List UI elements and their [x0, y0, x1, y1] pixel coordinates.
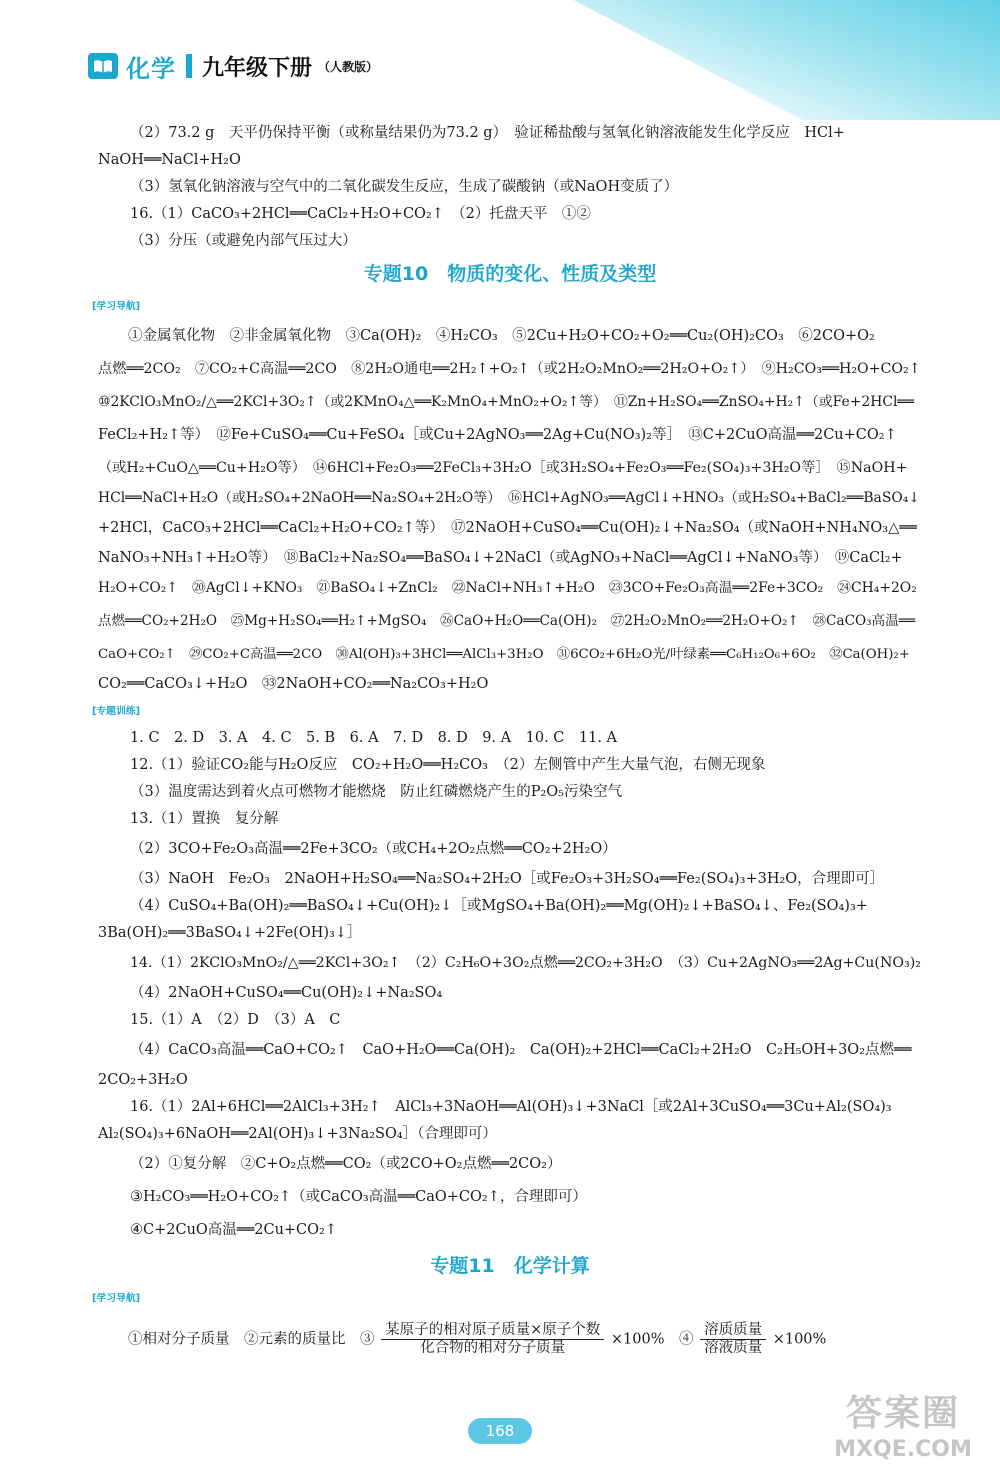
fraction-denominator: 溶液质量	[704, 1340, 763, 1356]
answer-line: 点燃══2CO₂ ⑦CO₂+C高温══2CO ⑧2H₂O通电══2H₂↑+O₂↑（或2H₂O₂MnO₂══2H₂O+O₂↑） ⑨H₂CO₃══H₂O+CO₂↑	[98, 361, 921, 377]
watermark	[818, 1392, 988, 1476]
watermark-text: 答案圈	[845, 1393, 960, 1434]
page-number-badge: 168	[468, 1418, 532, 1444]
multiplier: ×100% ④	[610, 1331, 694, 1348]
answer-line: H₂O+CO₂↑ ⑳AgCl↓+KNO₃ ㉑BaSO₄↓+ZnCl₂ ㉒NaCl+NH₃↑+H₂O ㉓3CO+Fe₂O₃高温══2Fe+3CO₂ ㉔CH₄+2O₂	[98, 580, 917, 596]
answer-line: （2）①复分解 ②C+O₂点燃══CO₂（或2CO+O₂点燃══2CO₂）	[130, 1156, 562, 1172]
answer-line: 点燃══CO₂+2H₂O ㉕Mg+H₂SO₄══H₂↑+MgSO₄ ㉖CaO+H₂O══Ca(OH)₂ ㉗2H₂O₂MnO₂══2H₂O+O₂↑ ㉘CaCO₃高温══	[98, 613, 916, 629]
answer-line: CaO+CO₂↑ ㉙CO₂+C高温══2CO ㉚Al(OH)₃+3HCl══AlCl₃+3H₂O ㉛6CO₂+6H₂O光/叶绿素══C₆H₁₂O₆+6O₂ ㉜Ca(OH)₂+	[98, 647, 910, 662]
subject-title: 化学	[126, 54, 176, 83]
section-title: 专题10 物质的变化、性质及类型	[363, 263, 657, 285]
answer-line: （3）氢氧化钠溶液与空气中的二氧化碳发生反应，生成了碳酸钠（或NaOH变质了）	[130, 179, 679, 195]
answer-line: （4）CuSO₄+Ba(OH)₂══BaSO₄↓+Cu(OH)₂↓［或MgSO₄+Ba(OH)₂══Mg(OH)₂↓+BaSO₄↓、Fe₂(SO₄)₃+	[130, 898, 868, 914]
answer-line: 15.（1）A （2）D （3）A C	[130, 1012, 341, 1028]
answer-line: 14.（1）2KClO₃MnO₂/△══2KCl+3O₂↑ （2）C₂H₆O+3O₂点燃══2CO₂+3H₂O （3）Cu+2AgNO₃══2Ag+Cu(NO₃)₂	[130, 955, 921, 971]
multiplier: ×100%	[772, 1331, 827, 1348]
answer-line: ①金属氧化物 ②非金属氧化物 ③Ca(OH)₂ ④H₂CO₃ ⑤2Cu+H₂O+CO₂+O₂══Cu₂(OH)₂CO₃ ⑥2CO+O₂	[128, 328, 875, 344]
answer-line: 13.（1）置换 复分解	[130, 811, 279, 827]
answer-line: （3）分压（或避免内部气压过大）	[130, 233, 357, 249]
answer-line: （2）3CO+Fe₂O₃高温══2Fe+3CO₂（或CH₄+2O₂点燃══CO₂+2H₂O）	[130, 841, 617, 857]
answer-line: Al₂(SO₄)₃+6NaOH══2Al(OH)₃↓+3Na₂SO₄］（合理即可）	[98, 1126, 497, 1142]
section-label: [学习导航]	[92, 1293, 141, 1304]
fraction-denominator: 化合物的相对分子质量	[420, 1340, 566, 1356]
answer-line: 16.（1）CaCO₃+2HCl══CaCl₂+H₂O+CO₂↑ （2）托盘天平 ①②	[130, 206, 591, 222]
header-decoration	[480, 0, 1000, 120]
fraction-solution-percent	[700, 1322, 766, 1357]
answer-line: （4）2NaOH+CuSO₄══Cu(OH)₂↓+Na₂SO₄	[130, 985, 443, 1001]
fraction-numerator: 某原子的相对原子质量×原子个数	[381, 1322, 604, 1340]
edition-label: （人教版）	[318, 59, 379, 74]
answer-line: 16.（1）2Al+6HCl══2AlCl₃+3H₂↑ AlCl₃+3NaOH══Al(OH)₃↓+3NaCl［或2Al+3CuSO₄══3Cu+Al₂(SO₄)₃	[130, 1099, 892, 1115]
section-label: [专题训练]	[92, 706, 141, 717]
answer-line: 2CO₂+3H₂O	[98, 1072, 188, 1088]
answer-line: （3）温度需达到着火点可燃物才能燃烧 防止红磷燃烧产生的P₂O₅污染空气	[130, 784, 622, 800]
watermark-url: MXQE.COM	[834, 1437, 972, 1462]
answer-lines	[92, 120, 922, 1312]
answer-line: NaOH══NaCl+H₂O	[98, 152, 241, 168]
answer-content	[92, 120, 922, 1357]
answer-line: NaNO₃+NH₃↑+H₂O等） ⑱BaCl₂+Na₂SO₄══BaSO₄↓+2NaCl（或AgNO₃+NaCl══AgCl↓+NaNO₃等） ⑲CaCl₂+	[98, 550, 903, 566]
answer-line: HCl══NaCl+H₂O（或H₂SO₄+2NaOH══Na₂SO₄+2H₂O等） ⑯HCl+AgNO₃══AgCl↓+HNO₃（或H₂SO₄+BaCl₂══BaSO₄↓	[98, 490, 920, 506]
answer-line: ⑩2KClO₃MnO₂/△══2KCl+3O₂↑（或2KMnO₄△══K₂MnO₄+MnO₂+O₂↑等） ⑪Zn+H₂SO₄══ZnSO₄+H₂↑（或Fe+2HCl══	[98, 394, 915, 410]
answer-line: +2HCl，CaCO₃+2HCl══CaCl₂+H₂O+CO₂↑等） ⑰2NaOH+CuSO₄══Cu(OH)₂↓+Na₂SO₄（或NaOH+NH₄NO₃△══	[98, 520, 917, 536]
grade-title: 九年级下册	[202, 55, 313, 81]
section-label: [学习导航]	[92, 301, 141, 312]
answer-line: 12.（1）验证CO₂能与H₂O反应 CO₂+H₂O══H₂CO₃ （2）左侧管中产生大量气泡，右侧无现象	[130, 757, 766, 773]
answer-line: CO₂══CaCO₃↓+H₂O ㉝2NaOH+CO₂══Na₂CO₃+H₂O	[98, 676, 489, 692]
answer-line: FeCl₂+H₂↑等） ⑫Fe+CuSO₄══Cu+FeSO₄［或Cu+2AgNO₃══2Ag+Cu(NO₃)₂等］ ⑬C+2CuO高温══2Cu+CO₂↑	[98, 427, 897, 443]
answer-line: ③H₂CO₃══H₂O+CO₂↑（或CaCO₃高温══CaO+CO₂↑，合理即可）	[130, 1189, 587, 1205]
fraction-numerator: 溶质质量	[700, 1322, 766, 1340]
section-title: 专题11 化学计算	[430, 1255, 590, 1277]
answer-line: （2）73.2 g 天平仍保持平衡（或称量结果仍为73.2 g） 验证稀盐酸与氢氧化钠溶液能发生化学反应 HCl+	[130, 125, 845, 141]
answer-line: ④C+2CuO高温══2Cu+CO₂↑	[130, 1222, 338, 1238]
answer-line: 1. C 2. D 3. A 4. C 5. B 6. A 7. D 8. D 9. A 10. C 11. A	[130, 730, 618, 746]
header-divider	[186, 54, 192, 78]
answer-line: （3）NaOH Fe₂O₃ 2NaOH+H₂SO₄══Na₂SO₄+2H₂O［或Fe₂O₃+3H₂SO₄══Fe₂(SO₄)₃+3H₂O，合理即可］	[130, 871, 885, 887]
formula-line	[98, 1322, 922, 1357]
answer-line: （或H₂+CuO△══Cu+H₂O等） ⑭6HCl+Fe₂O₃══2FeCl₃+3H₂O［或3H₂SO₄+Fe₂O₃══Fe₂(SO₄)₃+3H₂O等］ ⑮NaOH+	[98, 460, 908, 476]
formula-items: ①相对分子质量 ②元素的质量比 ③	[128, 1331, 375, 1348]
fraction-mass-percent	[381, 1322, 604, 1357]
answer-line: 3Ba(OH)₂══3BaSO₄↓+2Fe(OH)₃↓］	[98, 925, 362, 941]
answer-line: （4）CaCO₃高温══CaO+CO₂↑ CaO+H₂O══Ca(OH)₂ Ca(OH)₂+2HCl══CaCl₂+2H₂O C₂H₅OH+3O₂点燃══	[130, 1042, 912, 1058]
book-logo-icon	[88, 53, 118, 79]
page-header	[88, 48, 378, 84]
